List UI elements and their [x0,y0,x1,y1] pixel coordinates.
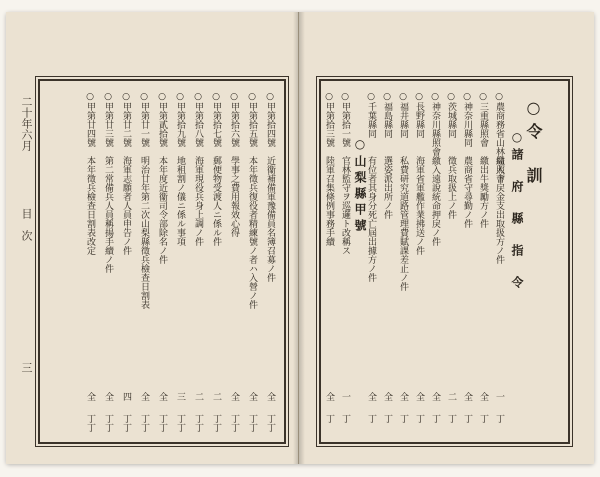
entry-page-number: 全 [414,392,424,401]
entry-text: 本年徵兵檢查日割表改定 [85,156,95,255]
entry-unit: 丁丁 [265,414,275,432]
entry-page-number: 全 [103,392,113,401]
entry-text: 有位者其身分死亡屆出據方ノ件 [366,156,376,282]
entry-label: ○茨城縣同 [446,92,456,138]
left-page [6,12,299,464]
entry-text: 海軍現役兵身上調ノ件 [193,156,203,246]
entry-label: ○甲第拾六號 [229,92,239,147]
entry-page-number: 三 [175,392,185,401]
right-page [299,12,594,464]
entry-unit: 丁丁 [157,414,167,432]
entry-unit: 丁 [494,414,504,423]
book-gutter [293,12,305,464]
entry-label: ○三重縣照會 [478,92,488,147]
entry-text: 官林監守ヲ巡邏ト改稱ス [340,156,350,255]
entry-unit: 丁丁 [229,414,239,432]
entry-page-number: 全 [382,392,392,401]
entry-text: 私費研究道路管理費賦課差止ノ件 [398,156,408,291]
entry-unit: 丁 [398,414,408,423]
entry-text: 第二常備兵人員稱揚手續ノ件 [103,156,113,273]
entry-unit: 丁 [414,414,424,423]
entry-unit: 丁丁 [121,414,131,432]
entry-text: 農商省守尋勤ノ件 [462,156,472,228]
section2-title: ○山梨縣甲號 [353,137,367,235]
entry-text: 繳入遠說統命押戾ノ件 [430,156,440,246]
entry-page-number: 二 [193,392,203,401]
entry-label: ○神奈川縣同 [462,92,472,147]
margin-date: 二十年六月 [20,96,33,151]
entry-unit: 丁丁 [175,414,185,432]
entry-page-number: 全 [430,392,440,401]
section-title: ○令 訓 [524,98,543,189]
page-number: 三 [20,362,33,373]
entry-label: ○甲第拾四號 [265,92,275,147]
entry-page-number: 四 [121,392,131,401]
entry-page-number: 二 [446,392,456,401]
entry-page-number: 全 [324,392,334,401]
entry-page-number: 全 [478,392,488,401]
entry-label: ○農商務省山林局照會 [494,92,504,183]
entry-label: ○千葉縣同 [366,92,376,138]
entry-label: ○甲第拾五號 [247,92,257,147]
entry-text: 繳入下戻金支出取扱方ノ件 [494,156,504,264]
entry-page-number: 全 [366,392,376,401]
entry-page-number: 全 [462,392,472,401]
entry-label: ○甲第廿四號 [85,92,95,147]
entry-page-number: 全 [265,392,275,401]
entry-unit: 丁丁 [85,414,95,432]
entry-unit: 丁 [324,414,334,423]
entry-page-number: 全 [85,392,95,401]
entry-unit: 丁 [340,414,350,423]
entry-text: 本年度近衞司令部除名ノ件 [157,156,167,264]
entry-label: ○福島縣同 [382,92,392,138]
entry-page-number: 全 [139,392,149,401]
entry-label: ○甲第廿三號 [103,92,113,147]
entry-label: ○甲第拾一號 [340,92,350,147]
entry-text: 明治廿年第二次山梨縣徵兵檢查日割表 [139,156,149,309]
entry-text: 近衞補備軍豫備員名簿召募ノ件 [265,156,275,282]
entry-page-number: 二 [211,392,221,401]
entry-page-number: 一 [494,392,504,401]
entry-text: 陸軍召集條例事務手續 [324,156,334,246]
entry-page-number: 一 [340,392,350,401]
entry-label: ○甲第拾七號 [211,92,221,147]
entry-label: ○福井縣同 [398,92,408,138]
entry-unit: 丁丁 [247,414,257,432]
entry-page-number: 全 [157,392,167,401]
entry-page-number: 全 [229,392,239,401]
entry-unit: 丁丁 [211,414,221,432]
entry-text: 本年徵兵復役者精練號ノ者ハ入營ノ件 [247,156,257,309]
entry-unit: 丁丁 [139,414,149,432]
entry-text: 選姿派出所ノ件 [382,156,392,219]
entry-text: 海軍志願者人員申告ノ件 [121,156,131,255]
entry-unit: 丁 [462,414,472,423]
entry-label: ○甲第拾八號 [193,92,203,147]
entry-text: 繳出牛獎勵方ノ件 [478,156,488,228]
entry-label: ○長野縣同 [414,92,424,138]
entry-label: ○甲第拾九號 [175,92,185,147]
entry-text: 地租割ノ儀ニ係ル事項 [175,156,185,246]
entry-unit: 丁丁 [193,414,203,432]
entry-unit: 丁 [382,414,392,423]
entry-text: 學事之費用報效心得 [229,156,239,237]
entry-label: ○甲第廿一號 [139,92,149,147]
entry-label: ○甲第廿二號 [121,92,131,147]
entry-unit: 丁 [478,414,488,423]
open-book [6,12,594,464]
entry-text: 海軍省軍艦作業拂送ノ件 [414,156,424,255]
entry-text: 徵兵取扱上ノ件 [446,156,456,219]
entry-label: ○甲第拾三號 [324,92,334,147]
entry-unit: 丁 [446,414,456,423]
margin-title: 目 次 [20,208,33,241]
entry-page-number: 全 [247,392,257,401]
sub-title: ○諸 府 縣 指 令 [510,130,524,292]
entry-page-number: 全 [398,392,408,401]
entry-unit: 丁 [366,414,376,423]
entry-unit: 丁丁 [103,414,113,432]
entry-label: ○甲第貳拾號 [157,92,167,147]
entry-unit: 丁 [430,414,440,423]
entry-label: ○神奈川縣照會 [430,92,440,156]
entry-text: 郵便物受渡人ニ係ル件 [211,156,221,246]
